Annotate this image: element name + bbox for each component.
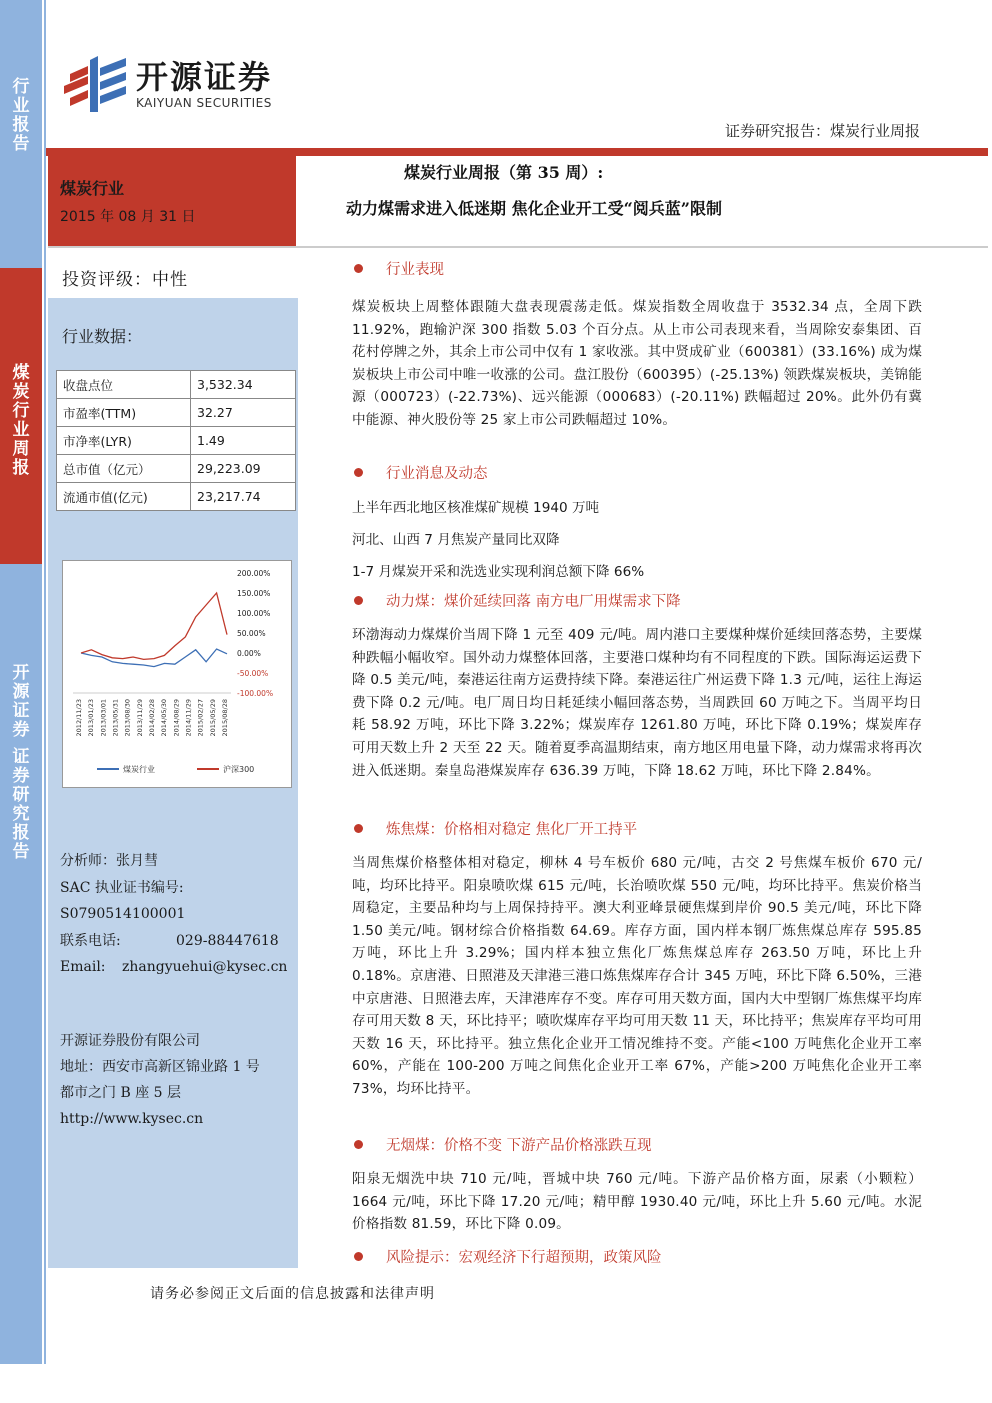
x-tick-label: 2015/05/29 <box>208 699 217 737</box>
table-row <box>57 455 296 483</box>
analyst-info <box>60 848 287 981</box>
y-tick-label: 50.00% <box>237 629 266 638</box>
news-item: 河北、山西 7 月焦炭产量同比双降 <box>352 532 560 548</box>
side-strip-category <box>0 268 42 564</box>
logo-english-name: KAIYUAN SECURITIES <box>136 96 272 110</box>
section-heading: 动力煤：煤价延续回落 南方电厂用煤需求下降 <box>352 588 922 616</box>
table-cell: 23,217.74 <box>191 483 296 511</box>
x-tick-label: 2014/02/28 <box>148 699 156 737</box>
x-tick-label: 2015/08/28 <box>221 699 229 737</box>
table-row <box>57 399 296 427</box>
side-strip-brand <box>0 564 42 1364</box>
investment-rating: 投资评级：中性 <box>62 270 188 290</box>
table-cell: 32.27 <box>191 399 296 427</box>
sac-label: SAC 执业证书编号: <box>60 879 184 896</box>
table-cell: 市净率(LYR) <box>57 427 191 455</box>
x-tick-label: 2012/11/23 <box>75 699 83 737</box>
section-risk-warning <box>352 1244 922 1272</box>
company-address-line2: 都市之门 B 座 5 层 <box>60 1085 181 1101</box>
report-type: 证券研究报告：煤炭行业周报 <box>724 122 920 140</box>
rating-box <box>48 248 298 300</box>
bullet-icon <box>354 468 363 477</box>
industry-data-table <box>56 370 296 511</box>
logo-mark-icon <box>64 52 130 114</box>
side-strip-brand-text: 开 源 证 券 证 券 研 究 报 告 <box>12 663 30 862</box>
x-tick-label: 2013/03/01 <box>99 699 108 737</box>
phone-label: 联系电话: <box>60 932 121 949</box>
table-row <box>57 371 296 399</box>
x-tick-label: 2014/08/29 <box>172 699 181 737</box>
y-tick-label: 0.00% <box>237 649 261 658</box>
section-anthracite <box>352 1132 922 1236</box>
header-divider <box>46 148 988 156</box>
x-tick-label: 2013/01/23 <box>87 699 96 737</box>
legal-disclaimer: 请务必参阅正文后面的信息披露和法律声明 <box>150 1286 435 1302</box>
table-row <box>57 427 296 455</box>
section-heading: 行业消息及动态 <box>352 460 922 488</box>
section-paragraph: 煤炭板块上周整体跟随大盘表现震荡走低。煤炭指数全周收盘于 3532.34 点，全周下跌 11.92%，跑输沪深 300 指数 5.03 个百分点。从上市公司表现来看，当周除安泰集团、百花村停牌之外，其余上市公司中仅有 1 家收涨。其中贤成矿业（600381）(33.16%) 成为煤炭板块上市公司中唯一收涨的公司。盘江股份（600395）(-25.13%) 领跌煤炭板块，美锦能源（000723）(-22.73%)、远兴能源（000683）(-20.11%) 跌幅超过 20%。此外仍有冀中能源、神火股份等 25 家上市公司跌幅超过 10%。 <box>352 299 922 428</box>
company-address-line1: 地址：西安市高新区锦业路 1 号 <box>60 1059 260 1075</box>
sac-number: S0790514100001 <box>60 906 186 922</box>
email-label: Email: <box>60 959 106 975</box>
company-name: 开源证券股份有限公司 <box>60 1033 200 1049</box>
phone-number: 029-88447618 <box>176 932 279 949</box>
index-performance-chart <box>62 560 292 788</box>
section-industry-news <box>352 460 922 588</box>
report-title: 煤炭行业周报（第 35 周）: <box>404 163 604 182</box>
section-thermal-coal <box>352 588 922 782</box>
industry-data-label: 行业数据： <box>62 327 143 346</box>
y-tick-label: 200.00% <box>237 569 271 578</box>
report-date: 2015 年 08 月 31 日 <box>60 209 196 225</box>
company-logo <box>64 52 304 116</box>
title-info-panel <box>48 156 298 246</box>
table-cell: 流通市值(亿元) <box>57 483 191 511</box>
table-cell: 市盈率(TTM) <box>57 399 191 427</box>
y-tick-label: -50.00% <box>237 669 269 678</box>
table-cell: 1.49 <box>191 427 296 455</box>
bullet-icon <box>354 824 363 833</box>
news-item: 1-7 月煤炭开采和洗选业实现利润总额下降 66% <box>352 564 645 580</box>
x-tick-label: 2013/08/30 <box>123 699 132 737</box>
bullet-icon <box>354 1140 363 1149</box>
bullet-icon <box>354 264 363 273</box>
y-tick-label: 150.00% <box>237 589 271 598</box>
email-address[interactable]: zhangyuehui@kysec.cn <box>122 959 288 975</box>
y-tick-label: 100.00% <box>237 609 271 618</box>
news-item: 上半年西北地区核准煤矿规模 1940 万吨 <box>352 500 600 516</box>
company-info <box>60 1028 260 1132</box>
section-coking-coal <box>352 816 922 1101</box>
legend-label: 煤炭行业 <box>123 765 155 774</box>
side-strip-category-text: 煤 炭 行 业 周 报 <box>12 363 30 478</box>
legend-label: 沪深300 <box>223 765 255 774</box>
table-cell: 收盘点位 <box>57 371 191 399</box>
y-tick-label: -100.00% <box>237 689 274 698</box>
report-subtitle: 动力煤需求进入低迷期 焦化企业开工受“阅兵蓝”限制 <box>346 199 722 218</box>
x-tick-label: 2013/05/31 <box>111 699 120 737</box>
bullet-icon <box>354 596 363 605</box>
section-heading: 炼焦煤：价格相对稳定 焦化厂开工持平 <box>352 816 922 844</box>
section-paragraph: 阳泉无烟洗中块 710 元/吨，晋城中块 760 元/吨。下游产品价格方面，尿素（小颗粒）1664 元/吨，环比下降 17.20 元/吨；精甲醇 1930.40 元/吨，环比上升 5.60 元/吨。水泥价格指数 81.59，环比下降 0.09。 <box>352 1171 922 1233</box>
x-tick-label: 2014/05/30 <box>160 699 169 737</box>
side-strip-report-text: 行 业 报 告 <box>12 77 30 154</box>
x-tick-label: 2013/11/29 <box>135 699 144 737</box>
side-strip-report <box>0 0 42 268</box>
logo-chinese-name: 开源证券 <box>136 58 273 96</box>
table-cell: 29,223.09 <box>191 455 296 483</box>
series-line-2 <box>81 593 227 659</box>
section-paragraph: 环渤海动力煤煤价当周下降 1 元至 409 元/吨。周内港口主要煤种煤价延续回落态势，主要煤种跌幅小幅收窄。国外动力煤整体回落，主要港口煤种均有不同程度的下跌。国际海运运费下降 0.5 美元/吨，秦港运往南方运费持续下降。秦港运往广州运费下降 1.3 元/吨，运往上海运费下降 0.2 元/吨。电厂周日均日耗延续小幅回落态势，当周跌回 60 万吨之下。当周平均日耗 58.92 万吨，环比下降 3.22%；煤炭库存 1261.80 万吨，环比下降 0.19%；煤炭库存可用天数上升 2 天至 22 天。随着夏季高温期结束，南方地区用电量下降，动力煤需求将再次进入低迷期。秦皇岛港煤炭库存 636.39 万吨，下降 18.62 万吨，环比下降 2.84%。 <box>352 627 922 779</box>
x-tick-label: 2015/02/27 <box>196 699 205 737</box>
table-cell: 3,532.34 <box>191 371 296 399</box>
section-heading: 风险提示：宏观经济下行超预期，政策风险 <box>352 1244 922 1272</box>
section-heading: 无烟煤：价格不变 下游产品价格涨跌互现 <box>352 1132 922 1160</box>
table-row <box>57 483 296 511</box>
left-sidebar <box>48 248 298 1268</box>
section-heading: 行业表现 <box>352 256 922 284</box>
section-paragraph: 当周焦煤价格整体相对稳定，柳林 4 号车板价 680 元/吨，古交 2 号焦煤车板价 670 元/吨，均环比持平。阳泉喷吹煤 615 元/吨，长治喷吹煤 550 元/吨，均环比持平。焦炭价格当周稳定，主要品种均与上周保持持平。澳大利亚峰景硬焦煤到岸价 90.5 美元/吨，环比下降 1.50 美元/吨。钢材综合价格指数 64.69。库存方面，国内样本钢厂炼焦煤总库存 595.85 万吨，环比上升 3.29%；国内样本独立焦化厂炼焦煤总库存 263.50 万吨，环比上升 0.18%。京唐港、日照港及天津港三港口炼焦煤库存合计 345 万吨，环比下降 6.50%，三港中京唐港、日照港去库，天津港库存不变。库存可用天数方面，国内大中型钢厂炼焦煤平均库存可用天数 8 天，环比持平；喷吹煤库存平均可用天数 11 天，环比持平；焦炭库存平均可用天数 16 天，环比持平。独立焦化企业开工情况维持不变。产能<100 万吨焦化企业开工率 60%，产能在 100-200 万吨之间焦化企业开工率 67%，产能>200 万吨焦化企业开工率 73%，均环比持平。 <box>352 855 922 1097</box>
table-cell: 总市值（亿元） <box>57 455 191 483</box>
series-line-1 <box>81 649 227 667</box>
chart-svg <box>63 561 293 789</box>
industry-name: 煤炭行业 <box>60 179 125 198</box>
company-url[interactable]: http://www.kysec.cn <box>60 1111 204 1127</box>
section-industry-performance <box>352 256 922 432</box>
side-strip-edge <box>44 0 46 1364</box>
analyst-name: 分析师：张月彗 <box>60 853 158 869</box>
x-tick-label: 2014/11/29 <box>184 699 193 737</box>
bullet-icon <box>354 1252 363 1261</box>
title-panel <box>300 156 988 246</box>
